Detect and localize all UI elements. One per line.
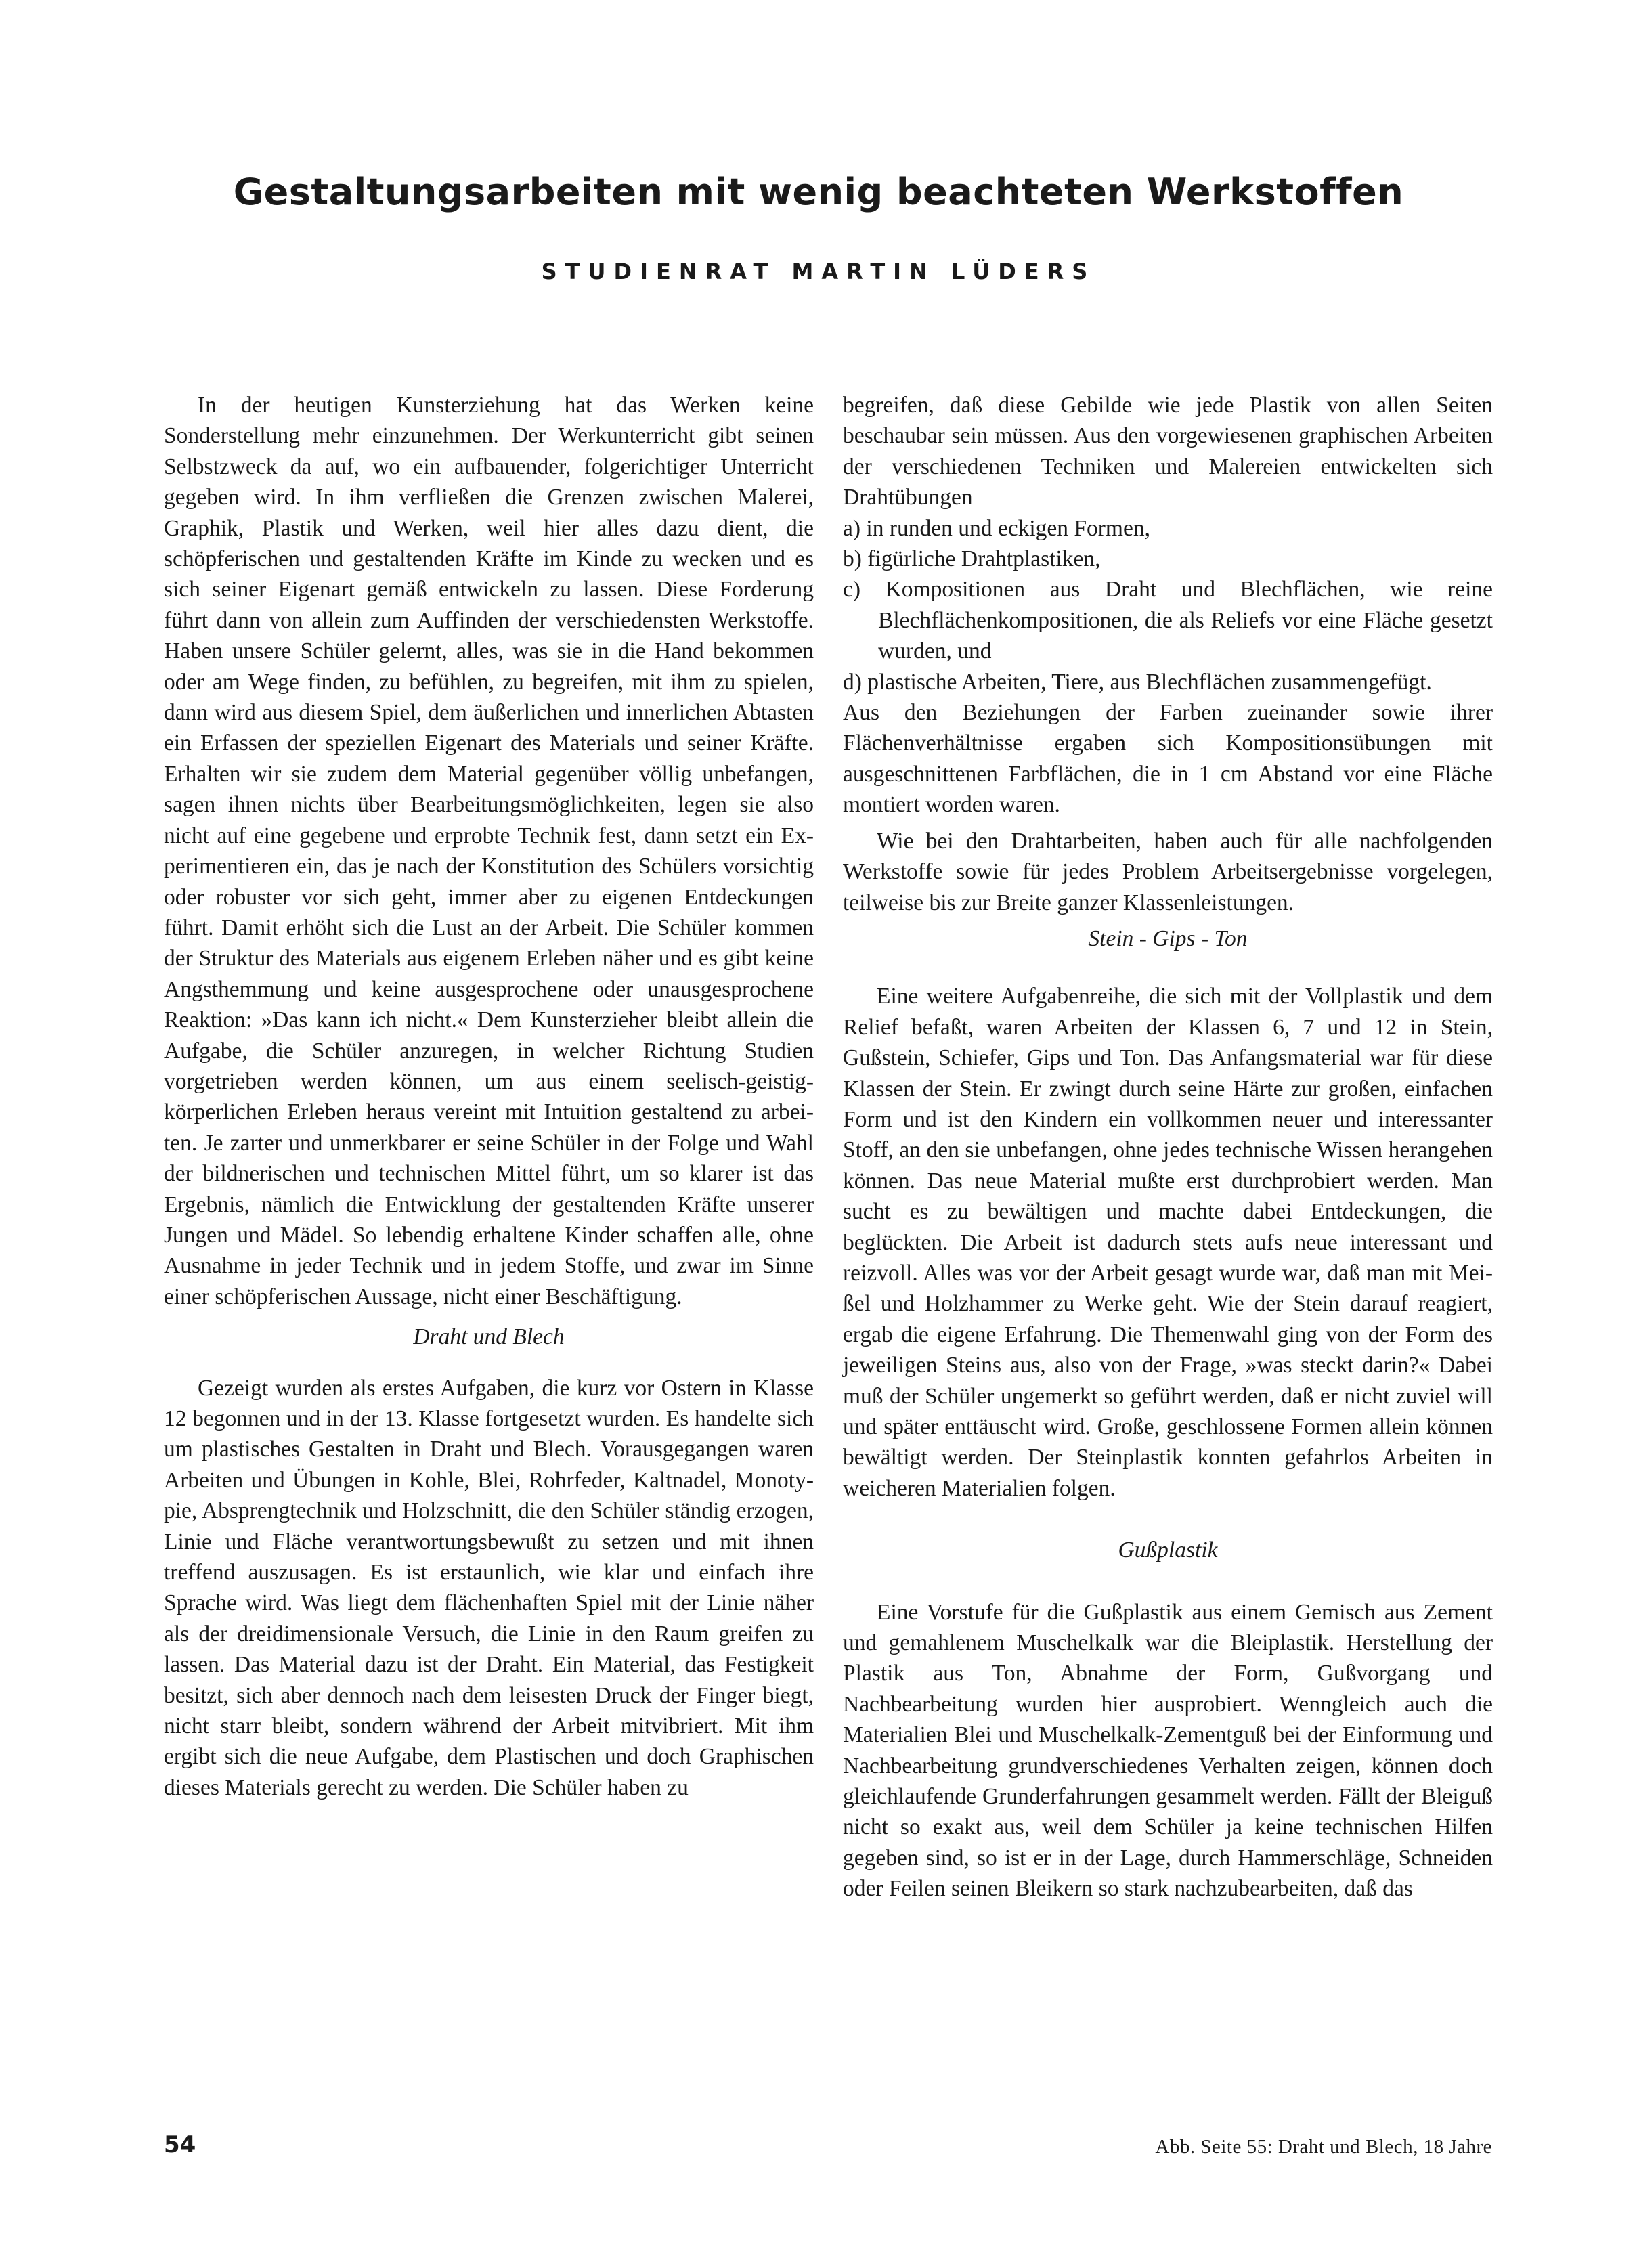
exercise-list (843, 513, 1493, 697)
list-item: c) Kompositionen aus Draht und Blechflächen, wie reine Blechflächenkompositionen, die als Reliefs vor eine Fläche gesetzt wurden, und (843, 577, 1493, 664)
stein-paragraph: Eine weitere Aufgabenreihe, die sich mit der Vollplastik und dem Relief befaßt, waren Arbeiten der Klassen 6, 7 und 12 in Stein, Gußstein, Schiefer, Gips und Ton. Das Anfangsmaterial war für diese Klassen der Stein. Er zwingt durch seine Härte zur großen, einfachen Form und ist den Kindern ein vollkommen neuer und interessanter Stoff, an den sie unbefangen, ohne jedes technische Wissen herangehen können. Das neue Material mußte erst durchprobiert werden. Man sucht es zu bewältigen und machte dabei Entdeckungen, die beglückten. Die Arbeit ist dadurch stets aufs neue interessant und reizvoll. Alles was vor der Arbeit gesagt wurde war, daß man mit Meißel und Holzhammer zu Werke geht. Wie der Stein darauf reagiert, ergab die eigene Erfahrung. Die Themenwahl ging von der Form des jeweiligen Steins aus, also von der Frage, »was steckt darin?« Dabei muß der Schüler ungemerkt so geführt werden, daß er nicht zuviel will und später enttäuscht wird. Große, geschlossene Formen allein können bewältigt werden. Der Steinplastik konnten gefahrlos Arbeiten in weicheren Materialien folgen. (843, 984, 1493, 1501)
list-item: b) figürliche Drahtplastiken, (843, 546, 1101, 572)
draht-paragraph: Gezeigt wurden als erstes Aufgaben, die kurz vor Ostern in Klasse 12 begonnen und in der 13. Klasse fortgesetzt wurden. Es handelte sich um plastisches Gestalten in Draht und Blech. Vorausgegangen waren Arbeiten und Übungen in Kohle, Blei, Rohrfeder, Kaltnadel, Monotypie, Absprengtechnik und Holzschnitt, die den Schüler ständig erzogen, Linie und Fläche verantwortungsbewußt zu setzen und mit ihnen treffend auszusagen. Es ist erstaunlich, wie klar und einfach ihre Sprache wird. Was liegt dem flächenhaften Spiel mit der Linie näher als der dreidimensionale Versuch, die Linie in den Raum greifen zu lassen. Das Material dazu ist der Draht. Ein Material, das Festigkeit besitzt, sich aber dennoch nach dem leisesten Druck der Finger biegt, nicht starr bleibt, sondern während der Arbeit mitvibriert. Mit ihm ergibt sich die neue Aufgabe, dem Plastischen und doch Graphischen dieses Materials gerecht zu werden. Die Schüler haben zu (164, 1375, 814, 1800)
continuation-paragraph: begreifen, daß diese Gebilde wie jede Plastik von allen Seiten beschaubar sein müssen. Aus den vorgewiesenen graphischen Arbeiten der verschiedenen Techniken und Malereien entwickelten sich Drahtübungen (843, 393, 1493, 510)
page-number: 54 (164, 2131, 196, 2158)
farben-paragraph: Aus den Beziehungen der Farben zueinander sowie ihrer Flächenverhältnisse ergaben sich Kompositionsübungen mit ausgeschnittenen Farbflächen, die in 1 cm Abstand vor eine Fläche montiert worden waren. (843, 700, 1493, 818)
article-author: STUDIENRAT MARTIN LÜDERS (541, 259, 1096, 284)
wie-bei-paragraph: Wie bei den Drahtarbeiten, haben auch für alle nachfolgenden Werkstoffe sowie für jedes Problem Arbeitsergebnisse vorgelegen, teilweise bis zur Breite ganzer Klassenleistungen. (843, 828, 1493, 915)
intro-paragraph: In der heutigen Kunsterziehung hat das Werken keine Sonderstellung mehr einzunehmen. Der Werkunterricht gibt seinen Selbstzweck da auf, wo ein aufbauender, folgerichtiger Unterricht gegeben wird. In ihm verfließen die Grenzen zwischen Malerei, Graphik, Plastik und Werken, weil hier alles dazu dient, die schöpferischen und gestaltenden Kräfte im Kinde zu wecken und es sich seiner Eigenart gemäß entwickeln zu lassen. Diese Forderung führt dann von allein zum Auffinden der verschiedensten Werkstoffe. Haben unsere Schüler gelernt, alles, was sie in die Hand bekommen oder am Wege finden, zu befühlen, zu begreifen, mit ihm zu spielen, dann wird aus diesem Spiel, dem äußerlichen und innerlichen Abtasten ein Erfassen der speziellen Eigenart des Materials und seiner Kräfte. Erhalten wir sie zudem dem Material gegenüber völlig unbefangen, sagen ihnen nichts über Bearbeitungsmöglichkeiten, legen sie also nicht auf eine gegebene und erprobte Technik fest, dann setzt ein Experimentieren ein, das je nach der Konstitution des Schülers vorsichtig oder robuster vor sich geht, immer aber zu eigenen Entdeckungen führt. Damit erhöht sich die Lust an der Arbeit. Die Schüler kommen der Struktur des Materials aus eigenem Erleben näher und es gibt keine Angsthemmung und keine ausgesprochene oder unausgesprochene Reaktion: »Das kann ich nicht.« Dem Kunsterzieher bleibt allein die Aufgabe, die Schüler anzuregen, in welcher Richtung Studien vorgetrieben werden können, um aus einem seelisch-geistig-körperlichen Erleben heraus vereint mit Intuition gestaltend zu arbeiten. Je zarter und unmerkbarer er seine Schüler in der Folge und Wahl der bildnerischen und technischen Mittel führt, um so klarer ist das Ergebnis, nämlich die Entwicklung der gestaltenden Kräfte unserer Jungen und Mädel. So lebendig erhaltene Kinder schaffen alle, ohne Ausnahme in jeder Technik und in jedem Stoffe, und zwar im Sinne einer schöpferischen Aussage, nicht einer Beschäftigung. (164, 393, 814, 1309)
section-heading-guss: Gußplastik (1118, 1538, 1218, 1563)
right-column (843, 390, 1493, 1904)
section-heading-stein: Stein - Gips - Ton (1088, 925, 1248, 951)
list-item: a) in runden und eckigen Formen, (843, 515, 1150, 541)
figure-caption: Abb. Seite 55: Draht und Blech, 18 Jahre (1155, 2136, 1492, 2158)
section-heading-draht: Draht und Blech (413, 1324, 565, 1350)
list-item: d) plastische Arbeiten, Tiere, aus Blechflächen zusammengefügt. (843, 669, 1432, 695)
article-title: Gestaltungsarbeiten mit wenig beachteten Werkstoffen (233, 171, 1404, 213)
left-column (164, 390, 814, 1803)
guss-paragraph: Eine Vorstufe für die Gußplastik aus einem Gemisch aus Zement und gemahlenem Muschelkalk war die Bleiplastik. Herstellung der Plastik aus Ton, Abnahme der Form, Gußvorgang und Nachbearbeitung wurden hier ausprobiert. Wenngleich auch die Materialien Blei und Muschelkalk-Zementguß bei der Einformung und Nachbearbeitung grundverschiedenes Verhalten zeigen, können doch gleichlaufende Grunderfahrungen gesammelt werden. Fällt der Bleiguß nicht so exakt aus, weil dem Schüler ja keine technischen Hilfen gegeben sind, so ist er in der Lage, durch Hammerschläge, Schneiden oder Feilen seinen Bleikern so stark nachzubearbeiten, daß das (843, 1599, 1493, 1902)
